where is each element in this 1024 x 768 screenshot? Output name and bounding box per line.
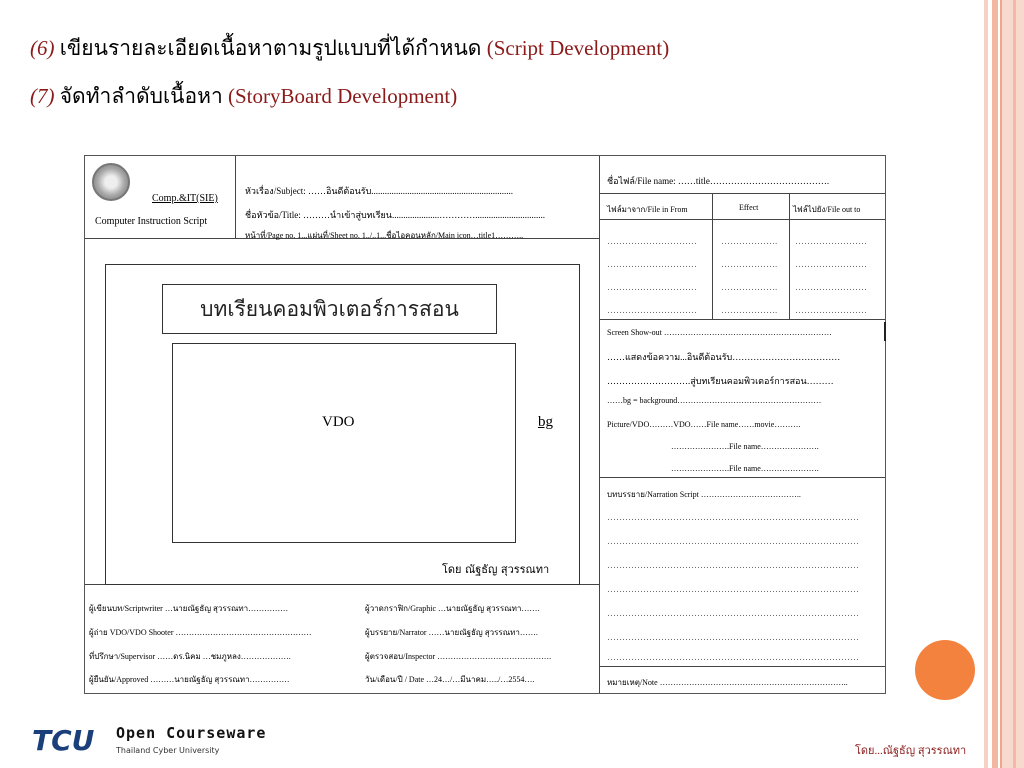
show-line-3: ……bg = background………………………………………………: [607, 396, 822, 405]
script-type-label: Computer Instruction Script: [95, 216, 208, 227]
show-line-5: ………………….File name………………….: [671, 442, 819, 451]
narration-field: บทบรรยาย/Narration Script ………………………………..: [607, 490, 801, 499]
show-line-1: ……แสดงข้อความ...อินดีต้อนรับ………………………………: [607, 352, 841, 362]
text-cursor: [884, 322, 886, 341]
note-field: หมายเหตุ/Note ……………………………………………………………..: [607, 678, 848, 687]
heading-7-thai: จัดทำลำดับเนื้อหา: [59, 84, 223, 108]
decor-stripe: [1000, 0, 1024, 768]
divider: [599, 193, 885, 194]
show-line-6: ………………….File name………………….: [671, 464, 819, 473]
tcu-logo: [32, 722, 272, 768]
show-line-2: ……………………….สู่บทเรียนคอมพิวเตอร์การสอน………: [607, 376, 834, 386]
col-effect: Effect: [739, 203, 759, 212]
university-seal-icon: [92, 163, 130, 201]
credit-graphic: ผู้วาดกราฟิก/Graphic …นายณัฐธัญ สุวรรณทา…….: [365, 604, 540, 613]
credit-vdo-shooter: ผู้ถ่าย VDO/VDO Shooter ……………………………………………: [89, 628, 312, 637]
vdo-box: [172, 343, 516, 543]
author-credit: โดย...ณัฐธัญ สุวรรณทา: [855, 745, 967, 757]
divider: [712, 193, 713, 319]
tcu-subtitle: Thailand Cyber University: [116, 746, 220, 755]
credit-scriptwriter: ผู้เขียนบท/Scriptwriter …นายณัฐธัญ สุวรรณทา……………: [89, 604, 289, 613]
divider: [599, 477, 885, 478]
show-line-4: Picture/VDO………VDO……File name……movie……….: [607, 420, 801, 429]
decor-stripe: [1013, 0, 1016, 768]
col-file-out-to: ไฟล์ไปยัง/File out to: [793, 205, 861, 214]
by-line: โดย ณัฐธัญ สุวรรณทา: [442, 563, 550, 576]
org-label: Comp.&IT(SIE): [152, 193, 218, 204]
page-field: หน้าที่/Page no. 1...แผ่นที่/Sheet no. 1../..1...ชื่อไอคอนหลัก/Main icon…title1………..: [245, 231, 524, 240]
screen-title-box: บทเรียนคอมพิวเตอร์การสอน: [162, 284, 497, 334]
col-file-in-from: ไฟล์มาจาก/File in From: [607, 205, 688, 214]
divider: [599, 219, 885, 220]
file-name-field: ชื่อไฟล์/File name: ……title………………………………….: [607, 176, 830, 186]
subject-field: หัวเรื่อง/Subject: ……อินดีต้อนรับ...............................................................: [245, 186, 514, 196]
credit-narrator: ผู้บรรยาย/Narrator ……นายณัฐธัญ สุวรรณทา…….: [365, 628, 538, 637]
heading-6-thai: เขียนรายละเอียดเนื้อหาตามรูปแบบที่ได้กำหนด: [59, 36, 482, 60]
divider: [599, 156, 600, 693]
heading-7-en: (StoryBoard Development): [228, 84, 458, 108]
credit-date: วัน/เดือน/ปี / Date …24…/…มีนาคม…../…2554….: [365, 675, 535, 684]
heading-7: (7) จัดทำลำดับเนื้อหา (StoryBoard Development): [30, 84, 458, 108]
decor-stripe: [992, 0, 998, 768]
title-field: ชื่อหัวข้อ/Title: ………นำเข้าสู่บทเรียน.....................…………...............................: [245, 210, 545, 220]
heading-6: (6) เขียนรายละเอียดเนื้อหาตามรูปแบบที่ได้กำหนด (Script Development): [30, 36, 670, 60]
decor-stripe: [984, 0, 988, 768]
divider: [789, 193, 790, 319]
bg-label: bg: [538, 414, 553, 430]
divider: [235, 156, 236, 238]
credit-inspector: ผู้ตรวจสอบ/Inspector …………………………………….: [365, 652, 552, 661]
credit-supervisor: ที่ปรึกษา/Supervisor ……ดร.นิคม …ชมภูหลง……………….: [89, 652, 291, 661]
heading-6-en: (Script Development): [486, 36, 670, 60]
vdo-label: VDO: [322, 414, 355, 430]
credit-approved: ผู้ยืนยัน/Approved ………นายณัฐธัญ สุวรรณทา……………: [89, 675, 290, 684]
tcu-wordmark: TCU: [32, 724, 95, 757]
decor-circle: [915, 640, 975, 700]
divider: [599, 666, 885, 667]
divider: [599, 319, 885, 320]
screen-show-field: Screen Show-out ………………………………………………………: [607, 328, 832, 337]
open-courseware-label: Open Courseware: [116, 724, 267, 742]
storyboard-form: Comp.&IT(SIE) Computer Instruction Script หัวเรื่อง/Subject: ……อินดีต้อนรับ............................................................... ชื่อหัวข้อ/Title: ………นำเข้าสู่บทเรียน.....................…………............................... หน้าที่/Page no. 1...แผ่นที่/Sheet no. 1../..1...ชื่อไอคอนหลัก/Main icon…title1……….. ชื่อไฟล์/File name: ……title…………………………………. ไฟล์มาจาก/File in From Effect ไฟล์ไปยัง/File out to ………………………… ………………………… ………………………… ………………………… ………………. ………………. ………………. ………………. …………………… …………………… …………………… …………………… บทเรียนคอมพิวเตอร์การสอน VDO bg โดย ณัฐธัญ สุวรรณทา Screen Show-out ……………………………………………………… ……แสดงข้อความ...อินดีต้อนรับ……………………………… ……………………….สู่บทเรียนคอมพิวเตอร์การสอน……… ……bg = background……………………………………………… Picture/VDO………VDO……File name……movie………. ………………….File name…………………. ………………….File name…………………. บทบรรยาย/Narration Script ……………………………….. ………………………………………………………………………… ………………………………………………………………………… ………………………………………………………………………… ………………………………………………………………………… ………………………………………………………………………… ………………………………………………………………………… ………………………………………………………………………… หมายเหตุ/Note …………………………………………………………….. ผู้เขียนบท/Scriptwriter …นายณัฐธัญ สุวรรณทา…………… ผู้ถ่าย VDO/VDO Shooter …………………………………………… ที่ปรึกษา/Supervisor ……ดร.นิคม …ชมภูหลง………………. ผู้ยืนยัน/Approved ………นายณัฐธัญ สุวรรณทา…………… ผู้วาดกราฟิก/Graphic …นายณัฐธัญ สุวรรณทา……. ผู้บรรยาย/Narrator ……นายณัฐธัญ สุวรรณทา……. ผู้ตรวจสอบ/Inspector ……………………………………. วัน/เดือน/ปี / Date …24…/…มีนาคม…../…2554….: [84, 155, 886, 694]
